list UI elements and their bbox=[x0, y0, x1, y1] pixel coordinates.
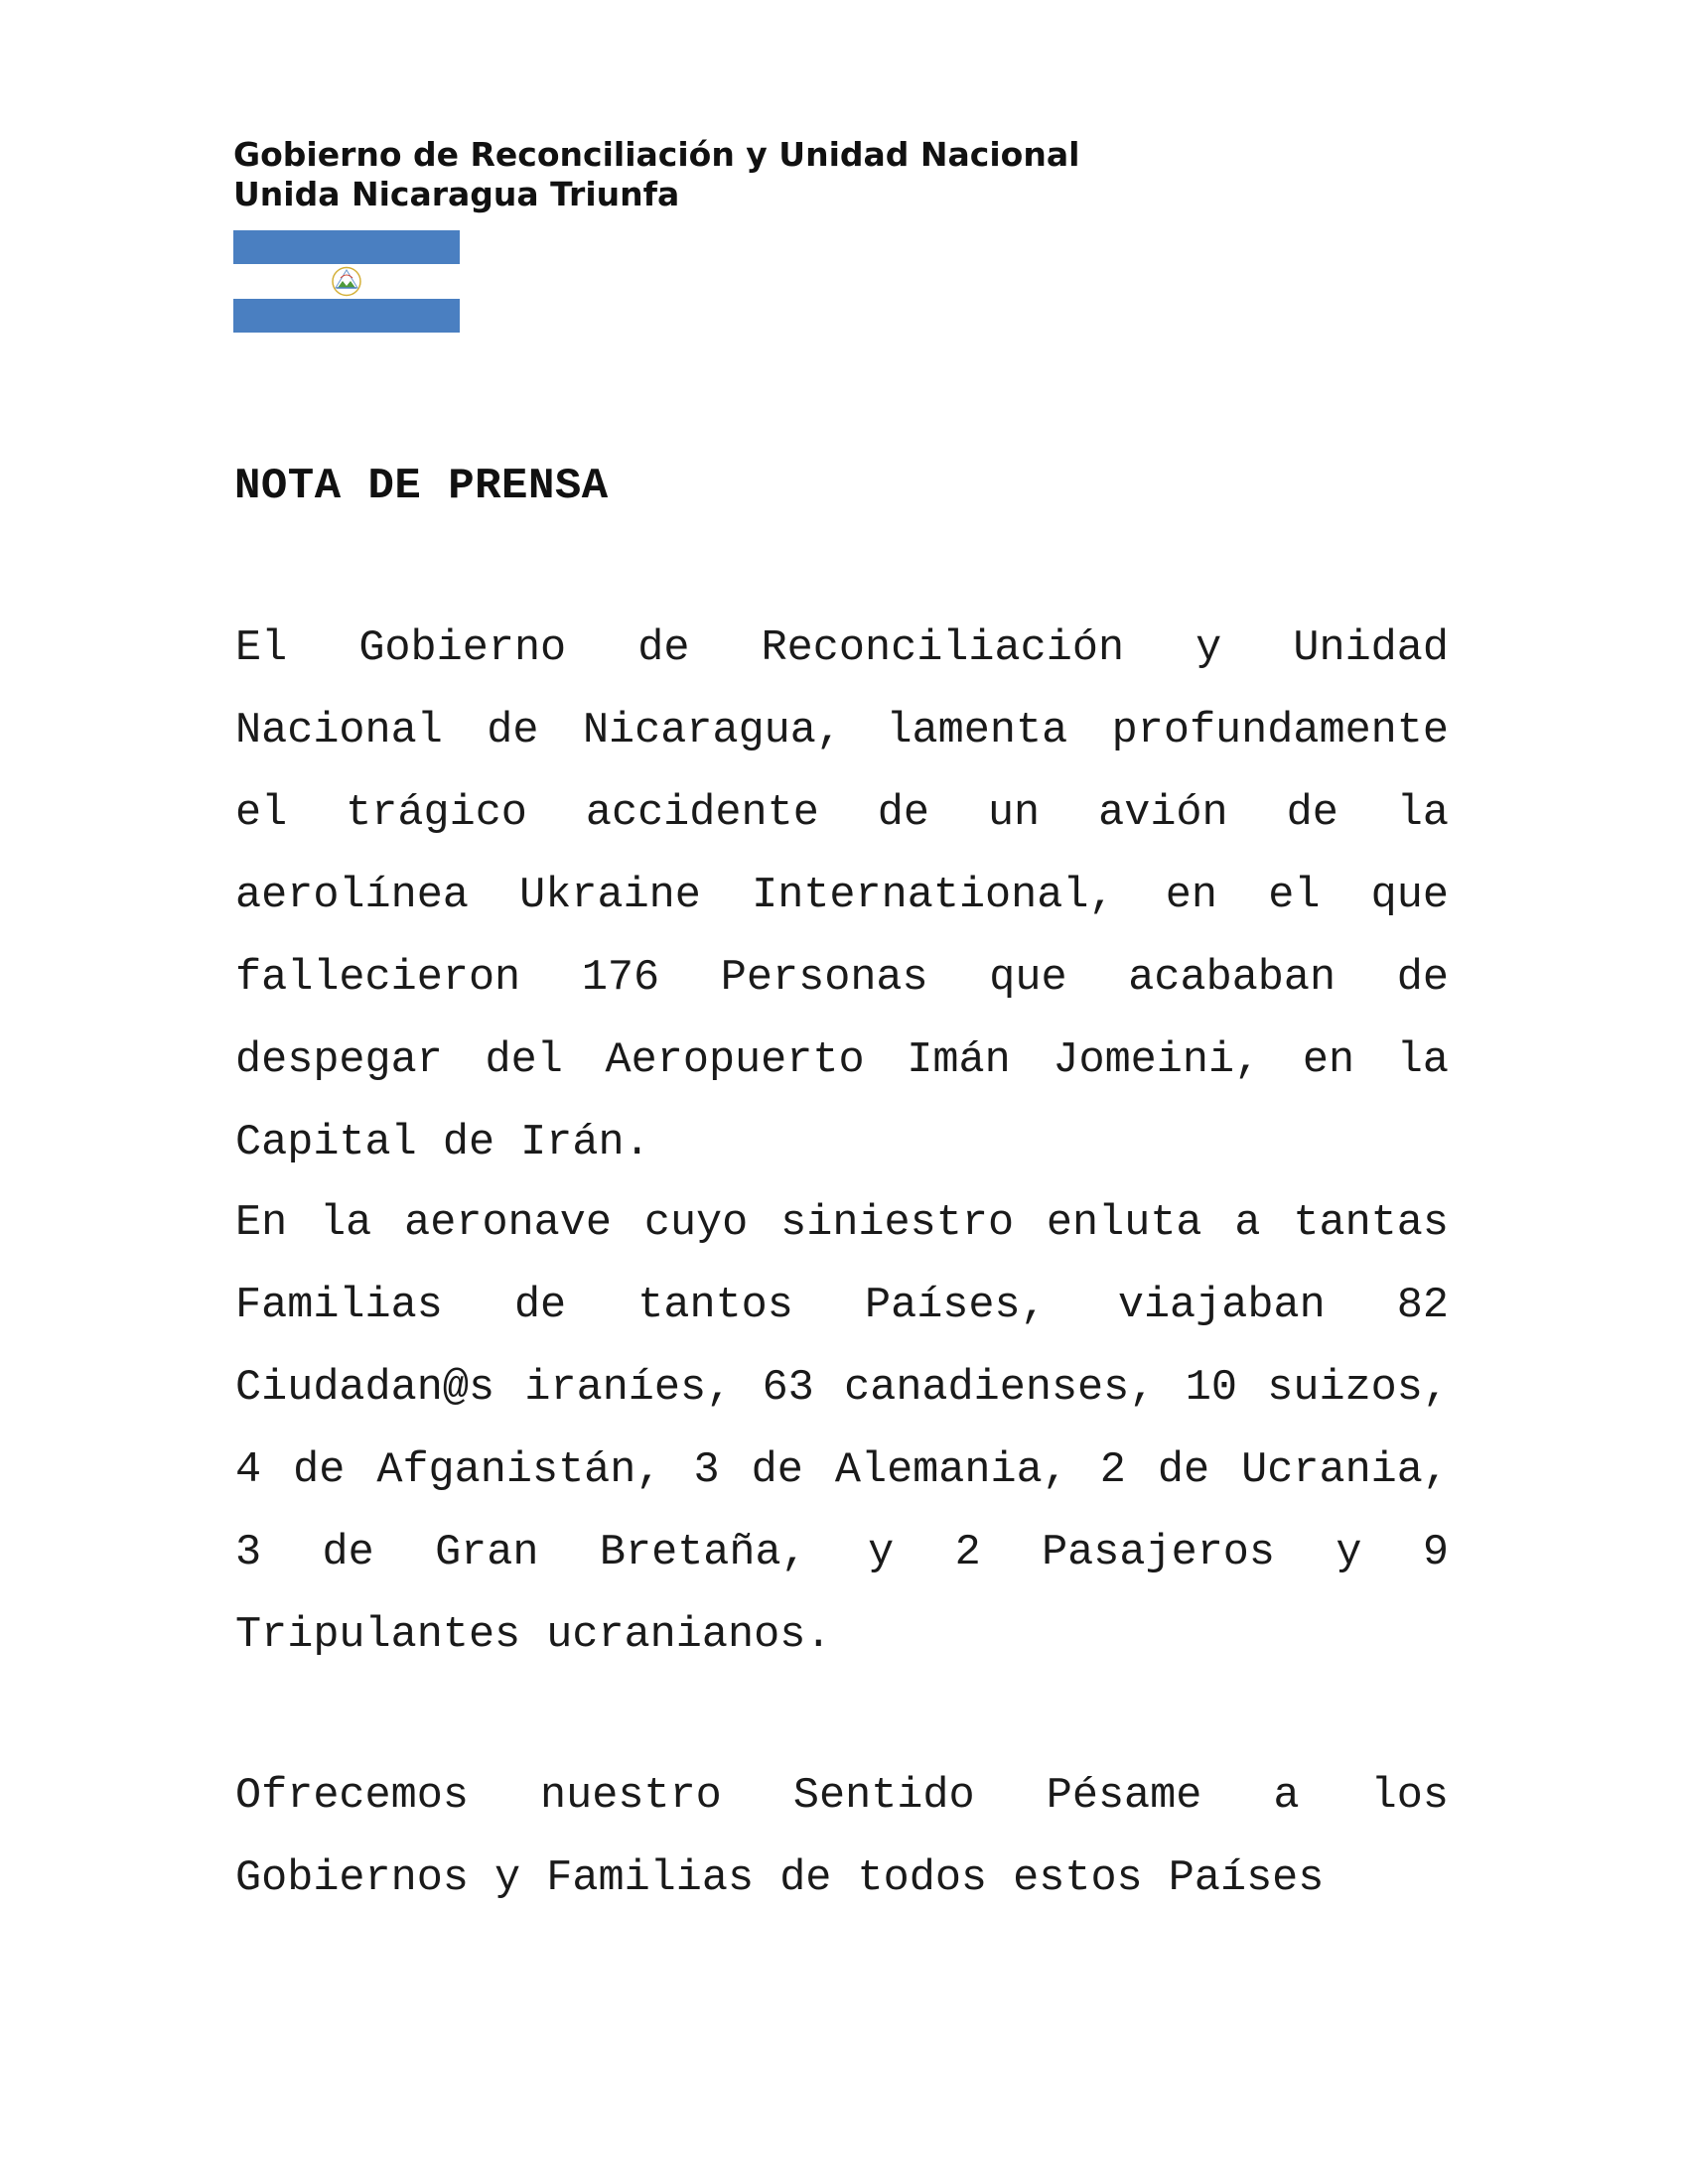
document-header bbox=[233, 135, 1079, 214]
nicaragua-flag-icon bbox=[233, 230, 460, 333]
paragraph-sympathy: Ofrecemos nuestro Sentido Pésame a los Gobiernos y Familias de todos estos Países bbox=[235, 1772, 1449, 1903]
header-slogan: Unida Nicaragua Triunfa bbox=[233, 175, 680, 213]
paragraph-victims-nationalities: En la aeronave cuyo siniestro enluta a tantas Familias de tantos Países, viajaban 82 Ciudadan@s iraníes, 63 canadienses, 10 suizos, 4 de Afganistán, 3 de Alemania, 2 de Ucrania, 3 de Gran Bretaña, y 2 Pasajeros y 9 Tripulantes ucranianos. bbox=[235, 1199, 1449, 1660]
paragraph-condolence-accident: El Gobierno de Reconciliación y Unidad Nacional de Nicaragua, lamenta profundamente el trágico accidente de un avión de la aerolínea Ukraine International, en el que fallecieron 176 Personas que acababan de despegar del Aeropuerto Imán Jomeini, en la Capital de Irán. bbox=[235, 624, 1449, 1167]
press-release-title: NOTA DE PRENSA bbox=[234, 462, 609, 511]
header-government-name: Gobierno de Reconciliación y Unidad Nacional bbox=[233, 135, 1080, 174]
